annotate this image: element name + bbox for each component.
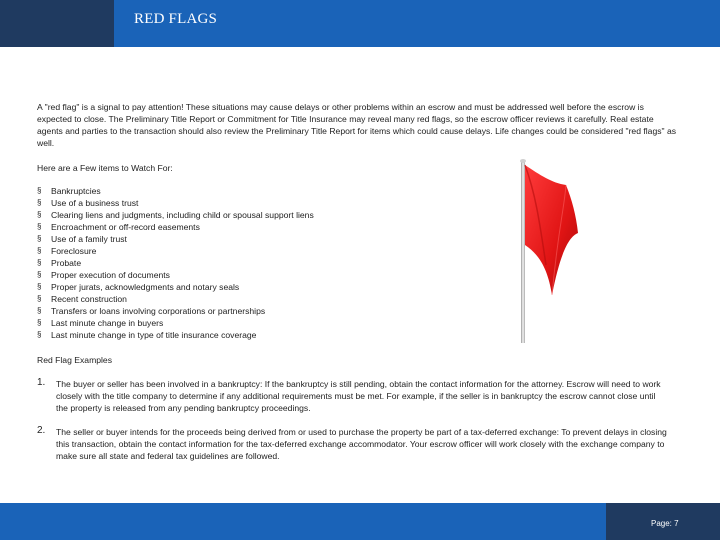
list-item: § Last minute change in buyers — [37, 318, 164, 328]
bullet-icon: § — [37, 306, 42, 315]
bullet-icon: § — [37, 318, 42, 327]
bullet-icon: § — [37, 282, 42, 291]
bullet-icon: § — [37, 294, 42, 303]
list-item: § Probate — [37, 258, 82, 268]
examples-heading: Red Flag Examples — [37, 355, 112, 365]
list-item: § Encroachment or off-record easements — [37, 222, 200, 232]
list-item: § Transfers or loans involving corporations or partnerships — [37, 306, 266, 316]
example-number: 2. — [37, 425, 46, 436]
header-left-block — [0, 0, 114, 47]
example-text: The seller or buyer intends for the proceeds being derived from or used to purchase the property be part of a tax-deferred exchange: To prevent delays in closing this transaction, obtain the contact information for the tax-deferred exchange accommodator. Your escrow officer will work closely with the exchange company to make sure all state and federal tax guidelines are followed. — [56, 427, 667, 461]
list-item: § Recent construction — [37, 294, 127, 304]
list-item: § Bankruptcies — [37, 186, 101, 196]
example-text: The buyer or seller has been involved in a bankruptcy: If the bankruptcy is still pending, obtain the contact information for the attorney. Escrow will need to work closely with the title company to determine if any additional requirements must be met. For example, if the seller is in bankruptcy the escrow cannot close until the property is released from any pending bankruptcy proceedings. — [56, 379, 661, 413]
intro-paragraph: A "red flag" is a signal to pay attention! These situations may cause delays or other problems within an escrow and must be addressed well before the escrow is expected to close. The Preliminary Title Report or Commitment for Title Insurance may reveal many red flags, so the escrow officer reviews it carefully. Real estate agents and parties to the transaction should also review the Preliminary Title Report for items which could cause delays. Life changes could be considered "red flags" as well. — [37, 102, 677, 148]
bullet-icon: § — [37, 330, 42, 339]
red-flag-icon — [500, 155, 590, 345]
example-item — [37, 378, 667, 414]
list-item: § Proper jurats, acknowledgments and notary seals — [37, 282, 240, 292]
page-number: Page: 7 — [651, 519, 679, 528]
list-item: § Proper execution of documents — [37, 270, 170, 280]
list-item: § Use of a business trust — [37, 198, 139, 208]
list-item: § Clearing liens and judgments, including child or spousal support liens — [37, 210, 314, 220]
bullet-icon: § — [37, 258, 42, 267]
list-item: § Use of a family trust — [37, 234, 127, 244]
bullet-icon: § — [37, 270, 42, 279]
list-item: § Foreclosure — [37, 246, 97, 256]
list-item: § Last minute change in type of title insurance coverage — [37, 330, 257, 340]
page-title: RED FLAGS — [134, 11, 218, 27]
example-item — [37, 426, 667, 462]
bullet-icon: § — [37, 198, 42, 207]
bullet-icon: § — [37, 186, 42, 195]
bullet-icon: § — [37, 246, 42, 255]
bullet-icon: § — [37, 210, 42, 219]
example-number: 1. — [37, 377, 46, 388]
watch-list — [37, 185, 314, 341]
bullet-icon: § — [37, 234, 42, 243]
bullet-icon: § — [37, 222, 42, 231]
footer-bar — [0, 503, 606, 540]
watch-heading: Here are a Few items to Watch For: — [37, 163, 173, 173]
